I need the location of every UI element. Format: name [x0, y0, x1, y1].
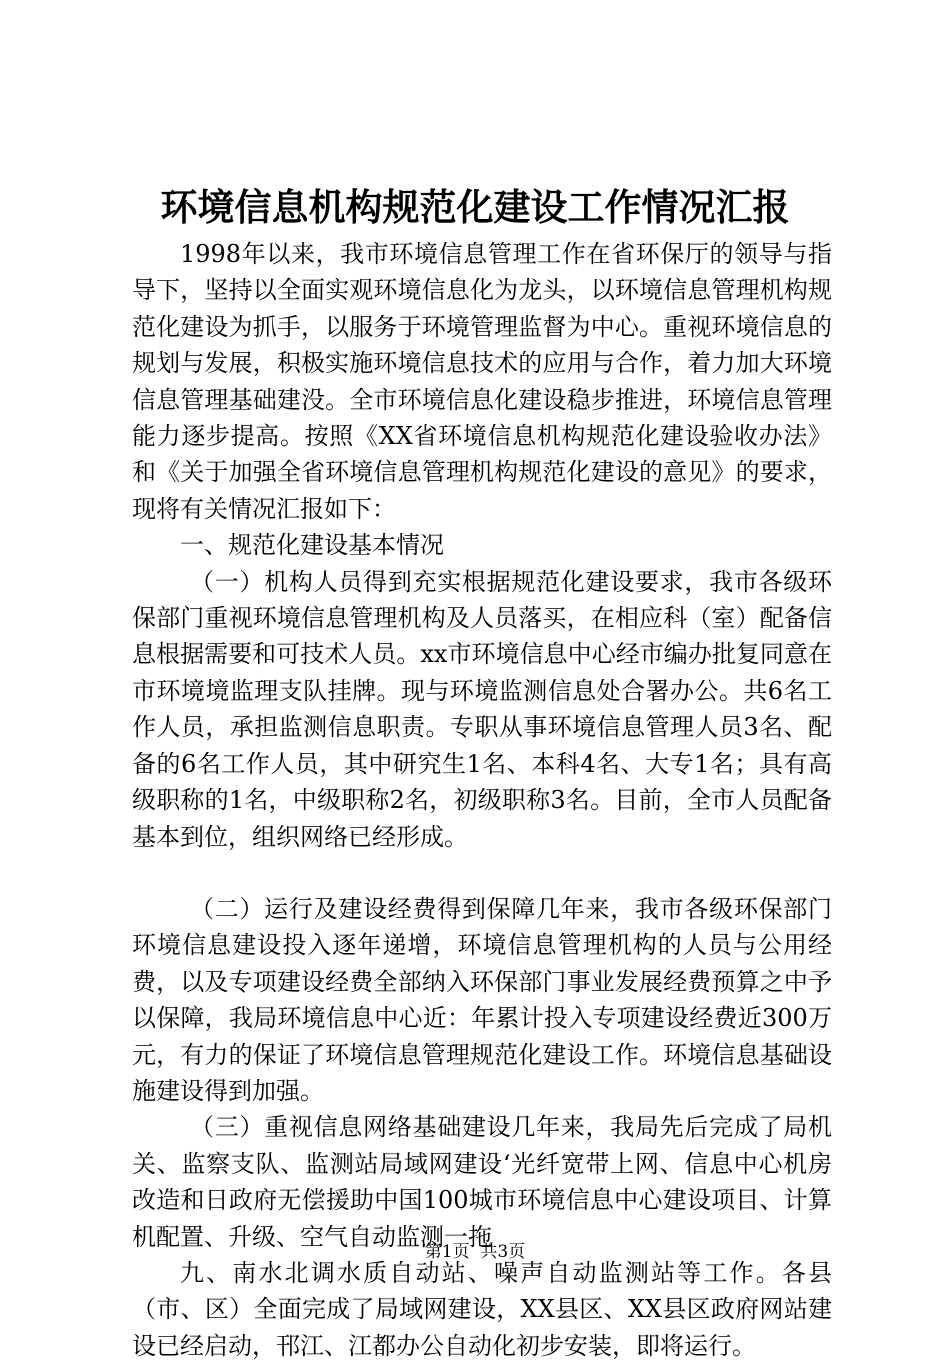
paragraph-staffing: （一）机构人员得到充实根据规范化建设要求，我市各级环保部门重视环境信息管理机构及人员落买，在相应科（室）配备信息根据需要和可技术人员。xx市环境信息中心经市编办批复同意在市环境境监理支队挂牌。现与环境监测信息处合署办公。共6名工作人员，承担监测信息职责。专职从事环境信息管理人员3名、配备的6名工作人员，其中研究生1名、本科4名、大专1名；具有高级职称的1名，中级职称2名，初级职称3名。目前，全市人员配备基本到位，组织网络已经形成。 [132, 567, 832, 851]
paragraph-intro: 1998年以来，我市环境信息管理工作在省环保厅的领导与指导下，坚持以全面实观环境信息化为龙头，以环境信息管理机构规范化建设为抓手，以服务于环境管理监督为中心。重视环境信息的规划与发展，积极实施环境信息技术的应用与合作，着力加大环境信息管理基础建没。全市环境信息化建设稳步推进，环境信息管理能力逐步提高。按照《XX省环境信息机构规范化建设验收办法》和《关于加强全省环境信息管理机构规范化建设的意见》的要求，现将有关情况汇报如下： [132, 240, 832, 523]
document-body [132, 236, 832, 1364]
paragraph-network: （三）重视信息网络基础建设几年来，我局先后完成了局机关、监察支队、监测站局域网建设‘光纤宽带上网、信息中心机房改造和日政府无偿援助中国100城市环境信息中心建设项目、计算机配置、升级、空气自动监测一拖 [132, 1113, 832, 1251]
page-number: 第1页 共3页 [424, 1242, 526, 1262]
section-heading: 一、规范化建设基本情况 [180, 531, 444, 560]
paragraph-funding: （二）运行及建设经费得到保障几年来，我市各级环保部门环境信息建设投入逐年递增，环境信息管理机构的人员与公用经费，以及专项建设经费全部纳入环保部门事业发展经费预算之中予以保障，我局环境信息中心近：年累计投入专项建设经费近300万元，有力的保证了环境信息管理规范化建设工作。环境信息基础设施建设得到加强。 [132, 894, 832, 1105]
paragraph-spacer [132, 855, 832, 891]
paragraph-counties: 九、南水北调水质自动站、噪声自动监测站等工作。各县（市、区）全面完成了局域网建设，XX县区、XX县区政府网站建设已经启动，邗江、江都办公自动化初步安装，即将运行。 [132, 1258, 832, 1360]
document-title: 环境信息机构规范化建设工作情况汇报 [160, 185, 790, 229]
